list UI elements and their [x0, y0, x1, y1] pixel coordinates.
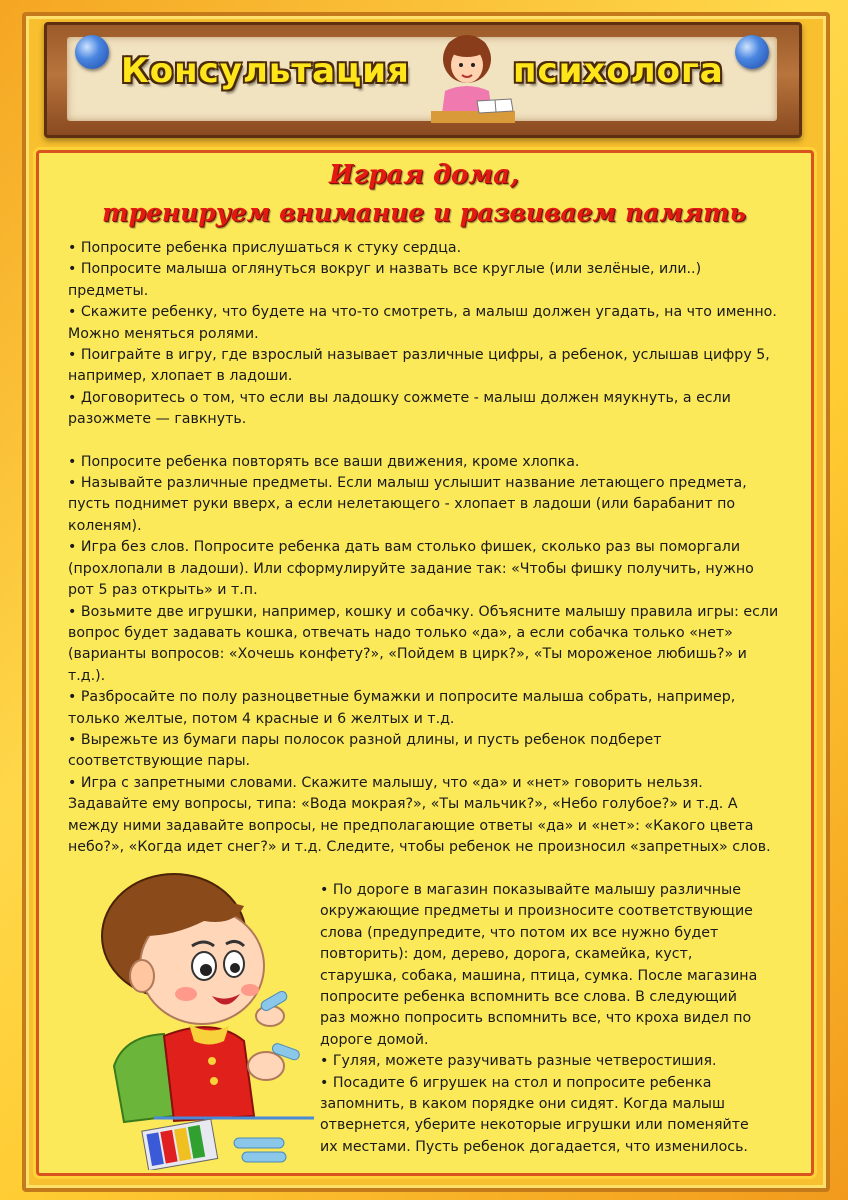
list-item: • Попросите ребенка прислушаться к стуку сердца. — [68, 240, 462, 256]
list-item: • Договоритесь о том, что если вы ладошку сожмете - малыш должен мяукнуть, а если разожмете — гавкнуть. — [68, 389, 731, 428]
list-item: • Гуляя, можете разучивать разные четверостишия. — [320, 1053, 717, 1070]
crayons-illustration — [124, 1110, 304, 1170]
list-item: • Вырежьте из бумаги пары полосок разной длины, и пусть ребенок подберет соответствующие пары. — [68, 731, 662, 770]
paragraph-gap — [68, 431, 780, 452]
header-title-left: Консультация — [121, 51, 410, 91]
pushpin-left-icon — [75, 35, 109, 69]
list-item: • Называйте различные предметы. Если малыш услышит название летающего предмета, пусть поднимет руки вверх, а если нелетающего - хлопает в ладоши (или барабанит по коленям). — [68, 475, 747, 534]
header-title-right: психолога — [513, 51, 724, 91]
list-item: • Скажите ребенку, что будете на что-то смотреть, а малыш должен угадать, на что именно. Можно меняться ролями. — [68, 304, 777, 342]
list-item: • Разбросайте по полу разноцветные бумажки и попросите малыша собрать, например, только желтые, потом 4 красные и 6 желтых и т.д. — [68, 689, 736, 727]
psychologist-illustration — [423, 29, 519, 129]
page-title-line-1: Играя дома, — [329, 160, 519, 190]
header-board — [44, 22, 802, 138]
pushpin-right-icon — [735, 35, 769, 69]
list-item: • Игра с запретными словами. Скажите малышу, что «да» и «нет» говорить нельзя. Задавайте ему вопросы, типа: «Вода мокрая?», «Ты мальчик?», «Небо голубое?» и т.д. А между ними задавайте вопросы, не предполагающие ответы «да» и «нет»: «Какого цвета небо?», «Когда идет снег?» и т.д. Следите, чтобы ребенок не произносил «запретных» слов. — [68, 774, 771, 855]
list-item: • По дороге в магазин показывайте малышу различные окружающие предметы и произносите соответствующие слова (предупредите, что потом их все нужно будет повторить): дом, дерево, дорога, скамейка, куст, старушка, собака, машина, птица, сумка. После магазина попросите ребенка вспомнить все слова. В следующий раз можно попросить вспомнить все, что кроха видел по дороге домой. — [320, 882, 758, 1048]
list-item: • Попросите малыша оглянуться вокруг и назвать все круглые (или зелёные, или..) предметы. — [68, 261, 702, 299]
list-item: • Поиграйте в игру, где взрослый называет различные цифры, а ребенок, услышав цифру 5, например, хлопает в ладоши. — [68, 347, 770, 385]
list-item: • Игра без слов. Попросите ребенка дать вам столько фишек, сколько раз вы поморгали (прохлопали в ладоши). Или сформулируйте задание так: «Чтобы фишку получить, нужно рот 5 раз открыть» и т.п. — [68, 539, 754, 599]
page-title-line-2: тренируем внимание и развиваем память — [102, 198, 746, 227]
list-item: • Попросите ребенка повторять все ваши движения, кроме хлопка. — [68, 453, 580, 470]
list-item: • Посадите 6 игрушек на стол и попросите ребенка запомнить, в каком порядке они сидят. Когда малыш отвернется, уберите некоторые игрушки или поменяйте их местами. Пусть ребенок догадается, что изменилось. — [320, 1074, 749, 1155]
list-item: • Возьмите две игрушки, например, кошку и собачку. Объясните малышу правила игры: если вопрос будет задавать кошка, отвечать надо только «да», а если собачка только «нет» (варианты вопросов: «Хочешь конфету?», «Пойдем в цирк?», «Ты мороженое любишь?» и т.д.). — [68, 603, 779, 684]
side-text — [320, 880, 762, 1158]
main-text — [68, 238, 780, 858]
